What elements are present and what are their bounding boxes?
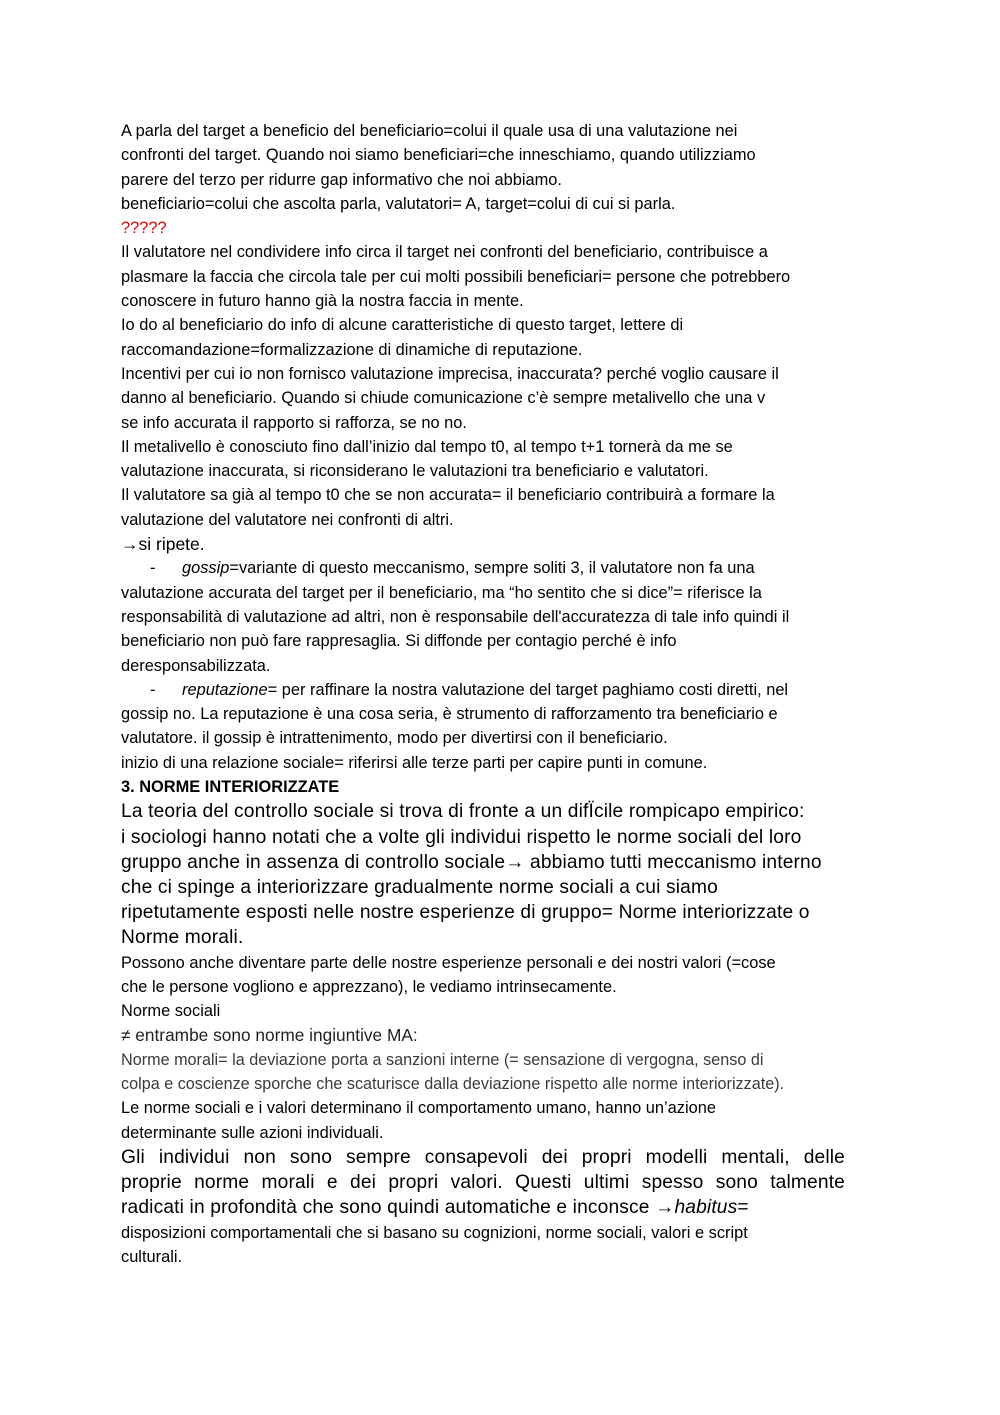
text-line: Il valutatore nel condividere info circa il target nei confronti del beneficiario, contribuisce a [121, 243, 768, 262]
text-line: Incentivi per cui io non fornisco valutazione imprecisa, inaccurata? perché voglio causare il [121, 364, 779, 383]
paragraph-controllo-sociale [121, 799, 881, 950]
text-line: inizio di una relazione sociale= riferirsi alle terze parti per capire punti in comune. [121, 753, 708, 772]
text-line: danno al beneficiario. Quando si chiude comunicazione c’è sempre metalivello che una v [121, 389, 766, 408]
text-line: disposizioni comportamentali che si basano su cognizioni, norme sociali, valori e script [121, 1223, 748, 1242]
text-line: plasmare la faccia che circola tale per cui molti possibili beneficiari= persone che potrebbero [121, 267, 791, 286]
text-line: se info accurata il rapporto si rafforza, se no no. [121, 413, 467, 432]
section-heading: 3. NORME INTERIORIZZATE [121, 778, 340, 797]
text-line: valutazione del valutatore nei confronti di altri. [121, 510, 454, 529]
text-line: i sociologi hanno notati che a volte gli individui rispetto le norme sociali del loro [121, 826, 802, 848]
paragraph-norme-sociali [121, 1096, 881, 1145]
paragraph-valori [121, 951, 881, 1024]
list-item-gossip [121, 556, 881, 677]
list-dash: - [150, 559, 156, 578]
text-line: colpa e coscienze sporche che scaturisce dalla deviazione rispetto alle norme interiorizzate). [121, 1075, 785, 1094]
text-line: Norme sociali [121, 1002, 221, 1021]
text-line: conoscere in futuro hanno già la nostra faccia in mente. [121, 292, 524, 311]
text-line: Il valutatore sa già al tempo t0 che se non accurata= il beneficiario contribuirà a formare la [121, 486, 775, 505]
text-line: radicati in profondità che sono quindi automatiche e inconsce → [121, 1197, 675, 1219]
text-line: parere del terzo per ridurre gap informativo che noi abbiamo. [121, 170, 562, 189]
text-line: beneficiario non può fare rappresaglia. Si diffonde per contagio perché è info [121, 632, 677, 651]
text-line: ripetutamente esposti nelle nostre esperienze di gruppo= Norme interiorizzate o [121, 902, 810, 924]
document-page [121, 119, 881, 1269]
term-gossip: gossip [182, 559, 230, 578]
text-line: responsabilità di valutazione ad altri, non è responsabile dell'accuratezza di tale info quindi il [121, 607, 790, 626]
text-line: La teoria del controllo sociale si trova di fronte a un difÏcile rompicapo empirico: [121, 801, 805, 823]
text-line: determinante sulle azioni individuali. [121, 1123, 384, 1142]
not-equal-line: ≠ entrambe sono norme ingiuntive MA: [121, 1025, 418, 1046]
text-line: Gli individui non sono sempre consapevoli dei propri modelli mentali, delle [121, 1146, 845, 1168]
text-line: = per raffinare la nostra valutazione del target paghiamo costi diretti, nel [267, 680, 789, 699]
question-marks: ????? [121, 219, 167, 238]
repeat-line: →si ripete. [121, 534, 205, 555]
text-line: Norme morali. [121, 927, 244, 949]
text-line: Possono anche diventare parte delle nostre esperienze personali e dei nostri valori (=cose [121, 953, 776, 972]
text-line: confronti del target. Quando noi siamo beneficiari=che inneschiamo, quando utilizziamo [121, 146, 756, 165]
text-line: che le persone vogliono e apprezzano), le vediamo intrinsecamente. [121, 977, 617, 996]
text-line: culturali. [121, 1247, 183, 1266]
text-line: Le norme sociali e i valori determinano il comportamento umano, hanno un’azione [121, 1099, 716, 1118]
text-line: Io do al beneficiario do info di alcune caratteristiche di questo target, lettere di [121, 316, 684, 335]
text-line: proprie norme morali e dei propri valori. Questi ultimi spesso sono talmente [121, 1172, 845, 1194]
paragraph-habitus [121, 1145, 881, 1269]
text-line: gruppo anche in assenza di controllo sociale→ abbiamo tutti meccanismo interno [121, 851, 822, 873]
paragraph-beneficiario [121, 119, 881, 216]
text-line: A parla del target a beneficio del beneficiario=colui il quale usa di una valutazione nei [121, 122, 738, 140]
text-line: gossip no. La reputazione è una cosa seria, è strumento di rafforzamento tra beneficiario e [121, 705, 778, 724]
paragraph-valutatore [121, 240, 881, 532]
list-item-reputazione [121, 678, 881, 775]
list-dash: - [150, 680, 156, 699]
text-line: Norme morali= la deviazione porta a sanzioni interne (= sensazione di vergogna, senso di [121, 1050, 764, 1069]
text-line: beneficiario=colui che ascolta parla, valutatori= A, target=colui di cui si parla. [121, 194, 676, 213]
text-line: raccomandazione=formalizzazione di dinamiche di reputazione. [121, 340, 583, 359]
text-line: che ci spinge a interiorizzare gradualmente norme sociali a cui siamo [121, 876, 718, 898]
text-line: Il metalivello è conosciuto fino dall’inizio dal tempo t0, al tempo t+1 tornerà da me se [121, 437, 733, 456]
term-reputazione: reputazione [182, 680, 268, 699]
text-line: valutazione accurata del target per il beneficiario, ma “ho sentito che si dice”= riferisce la [121, 583, 762, 602]
text-line: valutatore. il gossip è intrattenimento, modo per divertirsi con il beneficiario. [121, 729, 668, 748]
text-line: =variante di questo meccanismo, sempre soliti 3, il valutatore non fa una [229, 559, 755, 578]
paragraph-norme-morali [121, 1048, 881, 1097]
text-line: = [737, 1197, 749, 1219]
text-line: deresponsabilizzata. [121, 656, 271, 675]
term-habitus: habitus [674, 1197, 738, 1219]
text-line: valutazione inaccurata, si riconsiderano le valutazioni tra beneficiario e valutatori. [121, 462, 709, 481]
